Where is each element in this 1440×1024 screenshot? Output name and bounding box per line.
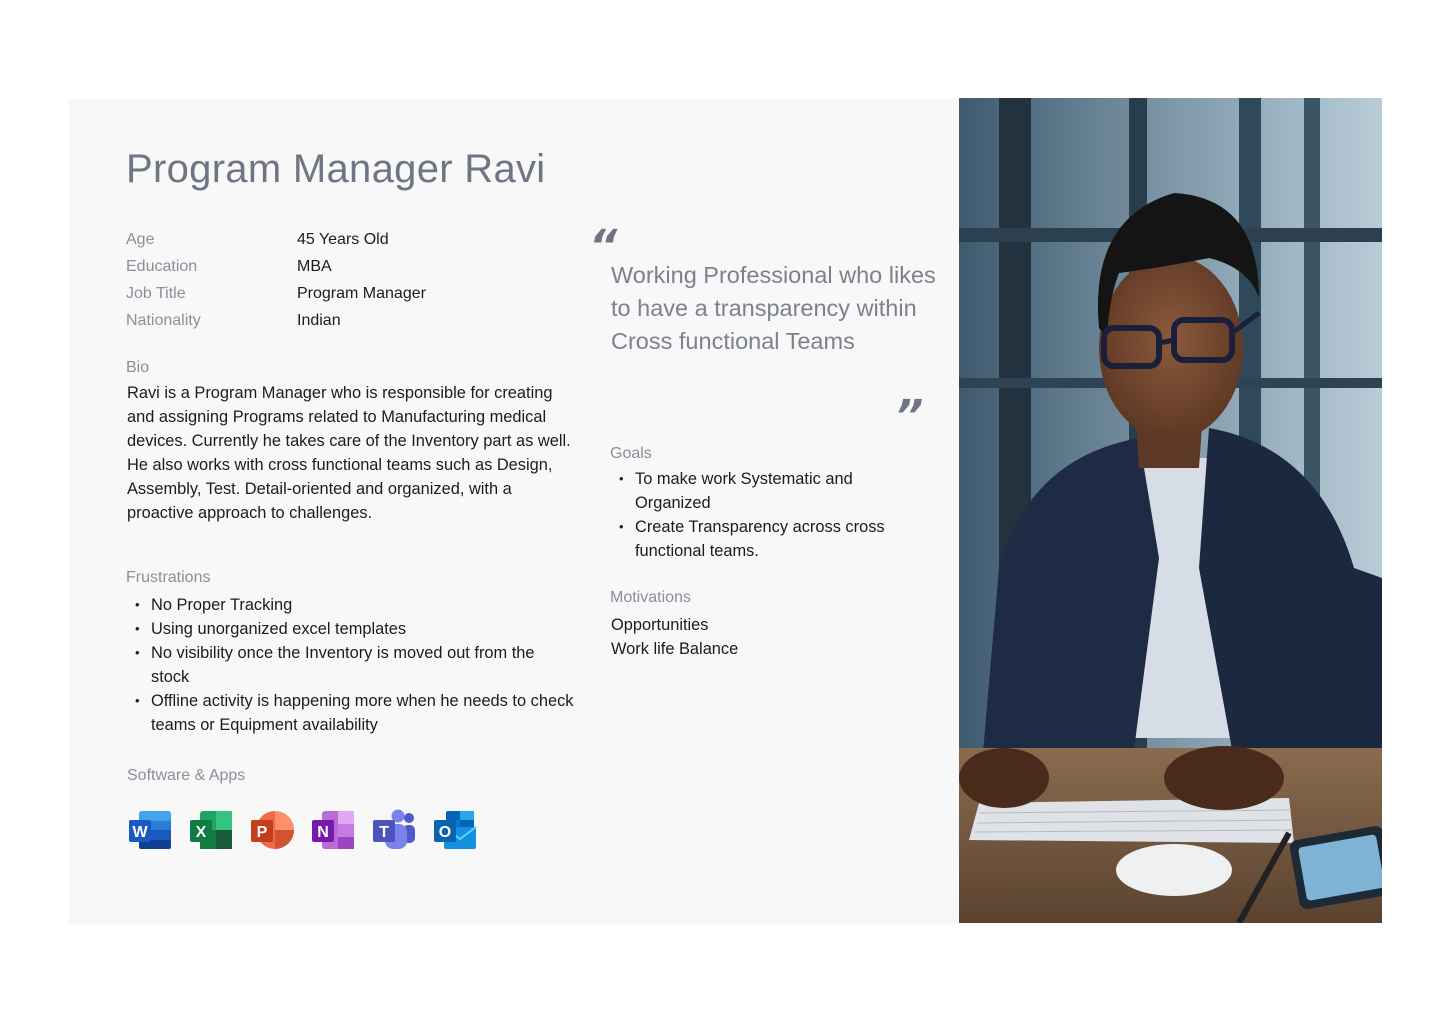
bio-text: Ravi is a Program Manager who is responsible for creating and assigning Programs related to Manufacturing medical devices. Currently he takes care of the Inventory part as well. He also works with cross functional teams such as Design, Assembly, Test. Detail-oriented and organized, with a proactive approach to challenges.: [127, 384, 571, 522]
word-letter: W: [132, 824, 148, 841]
education-value: MBA: [297, 258, 332, 275]
page-title: Program Manager Ravi: [126, 147, 546, 191]
job-title-label: Job Title: [126, 285, 186, 302]
open-quote-icon: “: [589, 221, 618, 272]
teams-icon: [371, 807, 417, 853]
motivations-label: Motivations: [610, 589, 691, 606]
close-quote-icon: ”: [895, 391, 924, 442]
outlook-icon: [432, 807, 478, 853]
job-title-value: Program Manager: [297, 285, 426, 302]
excel-letter: X: [195, 824, 207, 841]
list-item: Opportunities: [611, 616, 709, 634]
persona-info-table: [126, 230, 557, 331]
list-item: • Create Transparency across cross functional teams.: [611, 515, 931, 563]
list-item: • To make work Systematic and Organized: [611, 467, 931, 515]
software-label: Software & Apps: [127, 767, 246, 784]
persona-photo: [959, 98, 1382, 923]
list-item: Work life Balance: [611, 640, 739, 658]
outlook-letter: O: [438, 824, 452, 841]
frustrations-list: [127, 593, 577, 737]
word-icon: [127, 807, 173, 853]
age-value: 45 Years Old: [297, 231, 389, 248]
nationality-value: Indian: [297, 312, 341, 329]
onenote-letter: N: [317, 824, 329, 841]
list-item: • No Proper Tracking: [127, 593, 577, 617]
excel-icon: [188, 807, 234, 853]
education-label: Education: [126, 258, 198, 275]
list-item: • Offline activity is happening more when he needs to check teams or Equipment availability: [127, 689, 577, 737]
goals-label: Goals: [610, 445, 652, 462]
powerpoint-letter: P: [256, 824, 268, 841]
list-item: • No visibility once the Inventory is moved out from the stock: [127, 641, 577, 689]
onenote-icon: [310, 807, 356, 853]
motivations-list: [611, 613, 738, 661]
teams-letter: T: [379, 824, 389, 841]
list-item: • Using unorganized excel templates: [127, 617, 577, 641]
software-apps: [127, 807, 478, 853]
nationality-label: Nationality: [126, 312, 201, 329]
powerpoint-icon: [249, 807, 295, 853]
age-label: Age: [126, 231, 155, 248]
goals-list: [611, 467, 931, 563]
frustrations-label: Frustrations: [126, 569, 211, 586]
persona-card: [69, 99, 959, 924]
persona-quote: Working Professional who likes to have a transparency within Cross functional Teams: [611, 262, 936, 354]
bio-label: Bio: [126, 359, 150, 376]
